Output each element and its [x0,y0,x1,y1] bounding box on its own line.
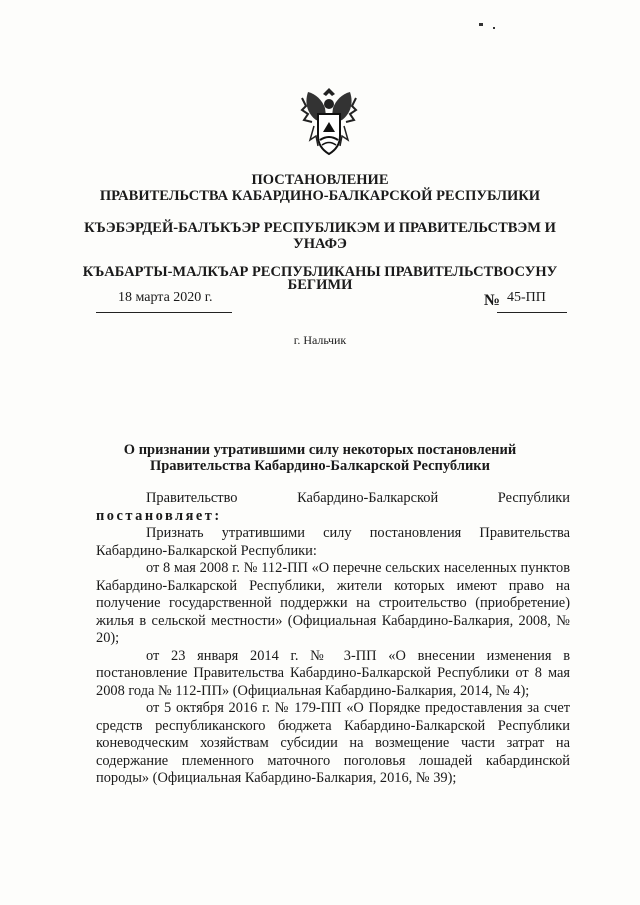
decree-number: 45-ПП [507,290,546,305]
number-label: № [484,292,501,309]
document-body [96,490,570,788]
number-underline [497,312,567,313]
paragraph-4: от 5 октября 2016 г. № 179-ПП «О Порядке предоставления за счет средств республиканского бюджета Кабардино-Балкарской Республики коневодческим хозяйствам субсидии на возмещение части затрат на содержание племенного маточного поголовья лошадей кабардинской породы» (Официальная Кабардино-Балкария, 2016, № 39); [96,700,570,786]
header-government: ПРАВИТЕЛЬСТВА КАБАРДИНО-БАЛКАРСКОЙ РЕСПУБЛИКИ [99,188,541,204]
decree-date: 18 марта 2020 г. [118,290,213,305]
scan-mark [479,23,483,26]
scan-mark [493,27,495,29]
header-balkar-line1: КЪАБАРТЫ-МАЛКЪАР РЕСПУБЛИКАНЫ ПРАВИТЕЛЬСТВОСУНУ [82,264,558,280]
paragraph-3: от 23 января 2014 г. № 3-ПП «О внесении изменения в постановление Правительства Кабардино-Балкарской Республики от 8 мая 2008 года № 112-ПП» (Официальная Кабардино-Балкария, 2014, № 4); [96,647,570,699]
paragraph-1: Признать утратившими силу постановления Правительства Кабардино-Балкарской Республики: [96,525,570,559]
decree-word: постановляет: [96,507,222,524]
paragraph-2: от 8 мая 2008 г. № 112-ПП «О перечне сельских населенных пунктов Кабардино-Балкарской Республики, жители которых имеют право на получение государственной поддержки на строительство (приобретение) жилья в сельской местности» (Официальная Кабардино-Балкария, 2008, № 20); [96,560,570,646]
city: г. Нальчик [293,333,347,347]
title-line-1: О признании утратившими силу некоторых постановлений [123,442,517,458]
header-title: ПОСТАНОВЛЕНИЕ [251,172,389,188]
header-kabardian-line1: КЪЭБЭРДЕЙ-БАЛЪКЪЭР РЕСПУБЛИКЭМ И ПРАВИТЕЛЬСТВЭМ И [84,220,556,236]
header-kabardian-line2: УНАФЭ [293,236,347,252]
date-underline [96,312,232,313]
document-title [0,442,640,474]
government-line: Правительство Кабардино-Балкарской Республики [146,490,570,506]
header-balkar-line2: БЕГИМИ [287,277,353,293]
title-line-2: Правительства Кабардино-Балкарской Республики [149,458,491,474]
coat-of-arms-icon [296,84,362,158]
